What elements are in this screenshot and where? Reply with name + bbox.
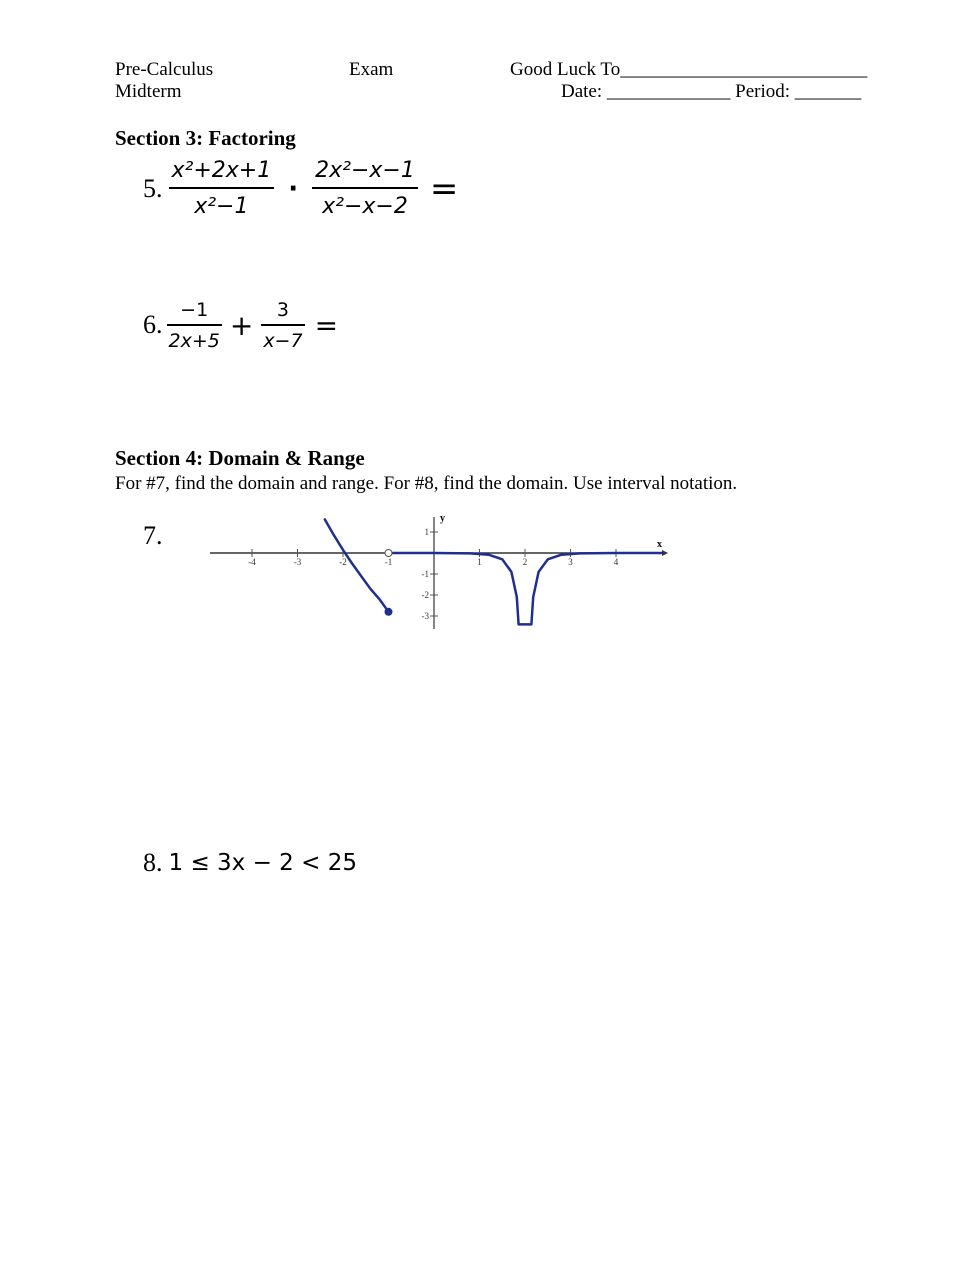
x-axis-arrow-icon bbox=[662, 550, 668, 556]
fraction-6a-numerator: −1 bbox=[180, 299, 209, 321]
fraction-6a-denominator: 2x+5 bbox=[168, 329, 220, 352]
x-tick-label: 1 bbox=[477, 557, 482, 567]
x-tick-label: -3 bbox=[293, 557, 302, 567]
x-tick-label: 4 bbox=[613, 557, 619, 567]
fraction-5a-denominator: x²−1 bbox=[194, 194, 249, 219]
plus-sign: + bbox=[229, 308, 254, 342]
problem-7-number: 7. bbox=[143, 521, 163, 550]
left-branch-curve bbox=[325, 519, 389, 611]
problem-6 bbox=[143, 299, 338, 352]
section-4-title: Section 4: Domain & Range bbox=[115, 446, 365, 470]
x-tick-label: -2 bbox=[339, 557, 347, 567]
problem-8-inequality: 1 ≤ 3x − 2 < 25 bbox=[168, 850, 357, 876]
multiply-dot: · bbox=[288, 173, 299, 204]
problem-8-number: 8. bbox=[143, 848, 163, 877]
fraction-5b-denominator: x²−x−2 bbox=[322, 194, 408, 219]
fraction-6b-numerator: 3 bbox=[276, 299, 289, 321]
fraction-5a bbox=[169, 158, 275, 219]
student-name-line: Good Luck To__________________________ bbox=[510, 59, 868, 80]
open-endpoint bbox=[385, 550, 392, 557]
y-tick-label: 1 bbox=[424, 527, 429, 537]
graph-axes bbox=[210, 513, 668, 629]
y-tick-label: -3 bbox=[421, 611, 429, 621]
equals-sign: = bbox=[314, 308, 339, 342]
course-name: Pre-Calculus bbox=[115, 59, 214, 80]
fraction-6b-denominator: x−7 bbox=[263, 329, 303, 352]
exam-label: Exam bbox=[349, 59, 394, 80]
section-3-title: Section 3: Factoring bbox=[115, 126, 296, 150]
x-tick-label: 3 bbox=[568, 557, 573, 567]
fraction-5b bbox=[312, 158, 418, 219]
x-axis-label: x bbox=[657, 539, 662, 550]
x-tick-label: 2 bbox=[522, 557, 528, 567]
y-tick-label: -2 bbox=[421, 590, 429, 600]
graph-curves bbox=[325, 519, 662, 624]
y-axis-label: y bbox=[440, 513, 445, 524]
x-tick-label: -4 bbox=[248, 557, 256, 567]
y-tick-label: -1 bbox=[421, 569, 429, 579]
date-period-line: Date: _____________ Period: _______ bbox=[561, 81, 862, 102]
fraction-6a bbox=[167, 299, 222, 352]
problem-7-graph bbox=[200, 505, 670, 635]
equals-sign: = bbox=[429, 168, 459, 209]
problem-8 bbox=[143, 848, 357, 878]
closed-endpoint bbox=[385, 608, 393, 616]
problem-5-number: 5. bbox=[143, 173, 163, 203]
problem-6-number: 6. bbox=[143, 310, 163, 340]
fraction-5b-numerator: 2x²−x−1 bbox=[315, 158, 415, 183]
section-4-instructions: For #7, find the domain and range. For #8, find the domain. Use interval notation. bbox=[115, 473, 738, 494]
fraction-5a-numerator: x²+2x+1 bbox=[171, 158, 272, 183]
problem-5 bbox=[143, 158, 458, 219]
fraction-6b bbox=[261, 299, 304, 352]
x-tick-label: -1 bbox=[384, 557, 393, 567]
term-label: Midterm bbox=[115, 81, 182, 102]
